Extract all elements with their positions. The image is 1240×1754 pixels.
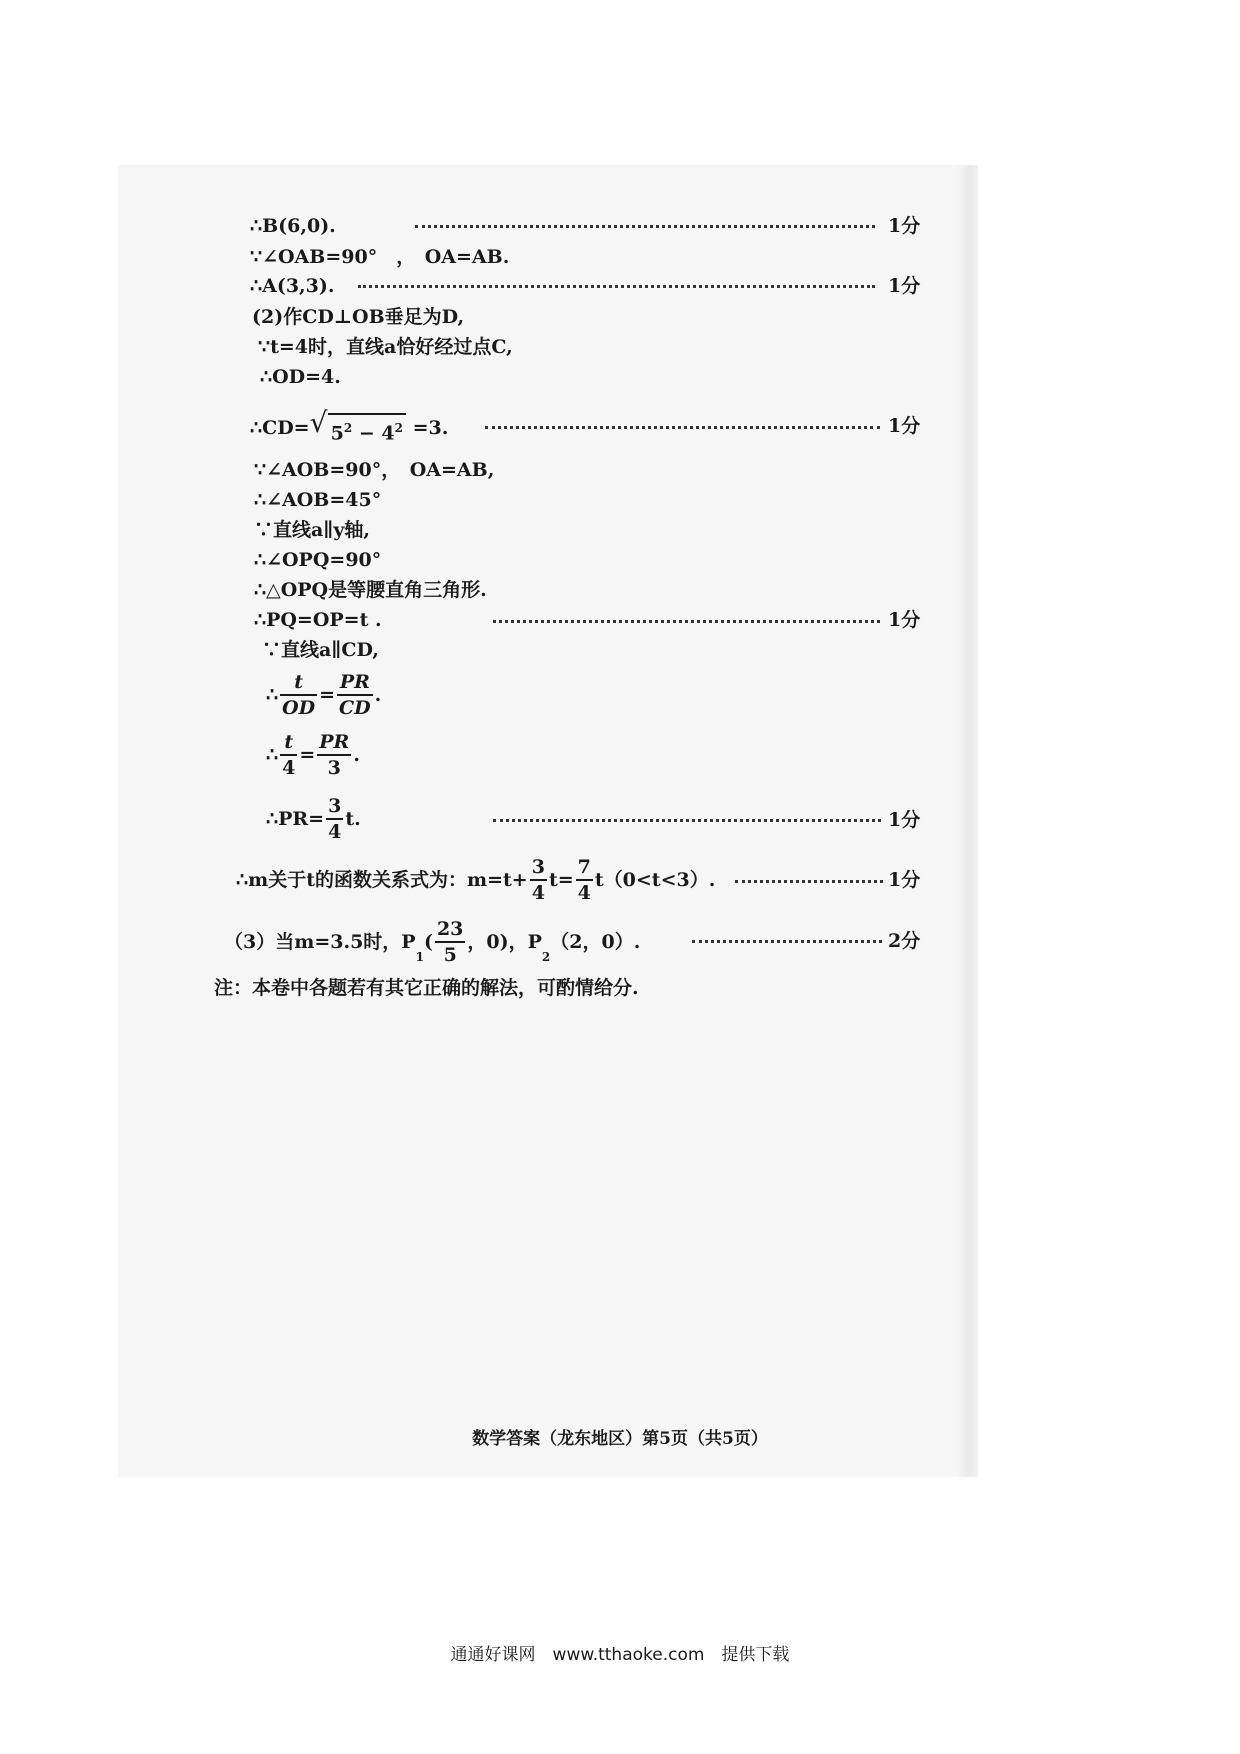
denominator: 4: [531, 882, 545, 904]
score-label: 1分: [888, 215, 921, 237]
radicand: [328, 413, 406, 444]
fraction: [337, 670, 373, 720]
denominator: OD: [282, 697, 316, 719]
solution-line: ∴PQ=OP=t .: [254, 609, 382, 631]
expr-middle: ，0)，P: [467, 931, 542, 953]
numerator: PR: [337, 670, 373, 696]
numerator: 23: [435, 917, 465, 943]
leader-dots: [493, 819, 881, 822]
expr-prefix: ∴PR=: [266, 808, 325, 830]
score-label: 1分: [888, 415, 921, 437]
solution-line: (2)作CD⊥OB垂足为D,: [252, 306, 465, 328]
expr-prefix: ∴m关于t的函数关系式为：m=t+: [236, 869, 528, 891]
numerator: t: [280, 730, 297, 756]
fraction: [317, 730, 351, 780]
denominator: 3: [327, 757, 341, 779]
numerator: 3: [530, 855, 547, 881]
numerator: 3: [326, 794, 343, 820]
solution-line: ∵直线a∥CD,: [262, 639, 379, 661]
equals-sign: =: [299, 744, 316, 766]
solution-line: ∴∠AOB=45°: [254, 489, 382, 511]
radical-sign-icon: √: [309, 406, 328, 439]
numerator: PR: [317, 730, 351, 756]
score-label: 1分: [888, 869, 921, 891]
leader-dots: [485, 426, 880, 429]
solution-line-fraction: [266, 670, 381, 720]
solution-line: ∵直线a∥y轴,: [254, 519, 371, 541]
expr-prefix: ∴: [266, 744, 279, 766]
scan-edge-shadow: [956, 165, 978, 1477]
score-label: 1分: [888, 809, 921, 831]
radicand-a: 5: [330, 422, 344, 445]
leader-dots: [415, 225, 875, 228]
denominator: 4: [328, 821, 342, 843]
solution-line-sqrt: [250, 406, 449, 445]
numerator: t: [280, 670, 317, 696]
solution-line: ∵∠OAB=90° ， OA=AB.: [250, 246, 510, 268]
denominator: CD: [339, 697, 371, 719]
subscript: 1: [415, 950, 424, 964]
solution-line: ∴∠OPQ=90°: [254, 549, 382, 571]
page-footer: 数学答案（龙东地区）第5页（共5页）: [472, 1429, 768, 1449]
exponent-b: 2: [394, 421, 403, 435]
expr-suffix: .: [353, 744, 360, 766]
denominator: 4: [577, 882, 591, 904]
solution-line: ∴△OPQ是等腰直角三角形.: [254, 579, 487, 601]
grading-note: 注：本卷中各题若有其它正确的解法，可酌情给分.: [214, 977, 639, 999]
expr-middle: t=: [548, 869, 574, 891]
solution-line: ∴A(3,3).: [250, 275, 335, 297]
fraction: [530, 855, 547, 905]
solution-line: ∵t=4时，直线a恰好经过点C,: [258, 336, 513, 358]
square-root: [309, 406, 406, 445]
expr-prefix: ∴: [266, 684, 279, 706]
radicand-b: 4: [381, 422, 395, 445]
site-footer: 通通好课网 www.tthaoke.com 提供下载: [450, 1645, 790, 1665]
solution-line-fraction: [236, 855, 715, 905]
solution-line: ∵∠AOB=90°， OA=AB,: [254, 459, 495, 481]
fraction: [435, 917, 465, 967]
expr-suffix: t（0<t<3）.: [594, 869, 716, 891]
score-label: 1分: [888, 609, 921, 631]
expr-suffix: （2，0）.: [550, 931, 641, 953]
leader-dots: [493, 620, 880, 623]
denominator: 4: [282, 757, 296, 779]
exponent-a: 2: [343, 421, 353, 435]
fraction: [576, 855, 593, 905]
solution-line-fraction: [266, 730, 360, 780]
expr-suffix: .: [374, 684, 382, 706]
expr-suffix: t.: [345, 808, 361, 830]
fraction: [280, 670, 317, 720]
leader-dots: [735, 880, 883, 883]
fraction: [280, 730, 297, 780]
solution-line: ∴OD=4.: [260, 366, 341, 388]
denominator: 5: [443, 944, 457, 966]
score-label: 2分: [888, 930, 921, 952]
expr-prefix: ∴CD=: [250, 417, 310, 440]
equals-sign: =: [319, 684, 336, 706]
numerator: 7: [576, 855, 593, 881]
open-paren: (: [423, 931, 433, 953]
solution-line: ∴B(6,0).: [250, 215, 336, 237]
solution-line-fraction: [266, 794, 361, 844]
solution-line-fraction: [224, 917, 640, 969]
leader-dots: [358, 285, 875, 288]
fraction: [326, 794, 343, 844]
expr-suffix: =3.: [405, 417, 449, 440]
subscript: 2: [541, 950, 551, 964]
leader-dots: [692, 940, 882, 943]
minus-sign: −: [352, 422, 382, 445]
expr-prefix: （3）当m=3.5时，P: [224, 931, 416, 953]
score-label: 1分: [888, 275, 921, 297]
